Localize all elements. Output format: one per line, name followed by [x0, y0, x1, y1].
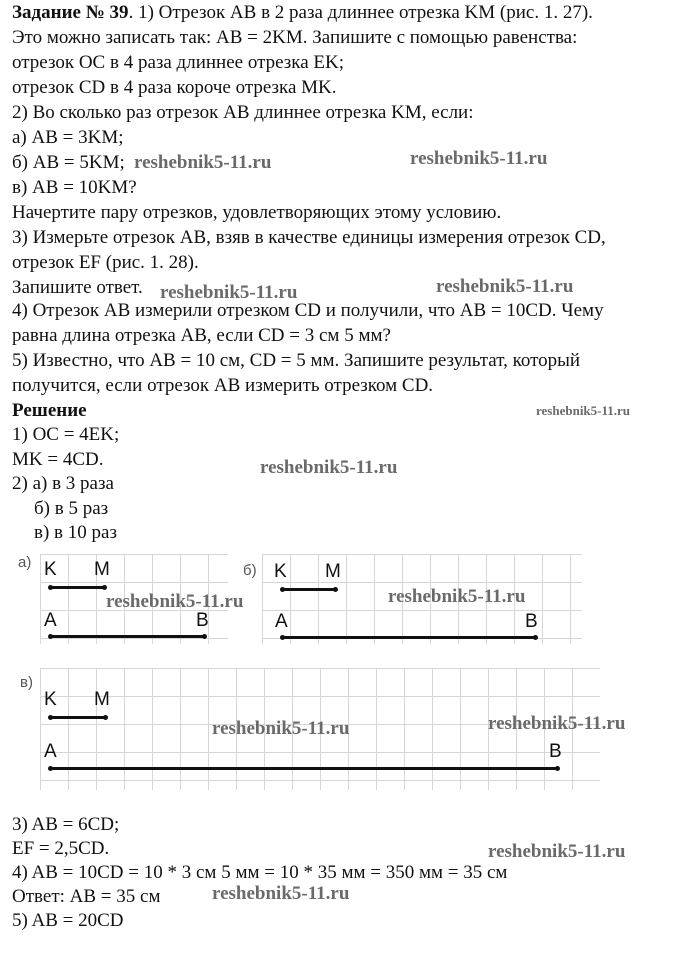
solution-line: MK = 4CD. [12, 449, 104, 470]
solution-line: 4) AB = 10CD = 10 * 3 см 5 мм = 10 * 35 мм = 350 мм = 35 см [12, 862, 508, 883]
solution-line: 5) AB = 20CD [12, 910, 124, 931]
task-line-12: Запишите ответ. [12, 277, 143, 298]
point-m-label: M [94, 689, 110, 710]
watermark: reshebnik5-11.ru [388, 586, 526, 607]
solution-line: в) в 10 раз [34, 522, 117, 543]
figure-v-label: в) [20, 674, 33, 691]
point-m-label: M [94, 559, 110, 580]
segment-ab [50, 767, 558, 770]
task-line-13: 4) Отрезок AB измерили отрезком CD и получили, что AB = 10CD. Чему [12, 300, 604, 321]
watermark: reshebnik5-11.ru [212, 883, 350, 904]
point-a-label: A [275, 611, 288, 632]
segment-km [50, 586, 105, 589]
task-line-16: получится, если отрезок AB измерить отрезком CD. [12, 375, 434, 396]
solution-line: EF = 2,5CD. [12, 838, 110, 859]
task-line-7: б) AB = 5KM; [12, 152, 125, 173]
task-line-8: в) AB = 10KM? [12, 177, 137, 198]
solution-line: 1) OC = 4EK; [12, 424, 120, 445]
task-line-14: равна длина отрезка AB, если CD = 3 см 5 мм? [12, 325, 391, 346]
watermark: reshebnik5-11.ru [410, 148, 548, 169]
watermark: reshebnik5-11.ru [436, 276, 574, 297]
watermark: reshebnik5-11.ru [488, 713, 626, 734]
watermark: reshebnik5-11.ru [488, 841, 626, 862]
watermark: reshebnik5-11.ru [160, 282, 298, 303]
watermark: reshebnik5-11.ru [260, 457, 398, 478]
point-k-label: K [44, 689, 57, 710]
point-m-label: M [325, 561, 341, 582]
task-line-6: а) AB = 3KM; [12, 127, 124, 148]
solution-line: 3) AB = 6CD; [12, 814, 120, 835]
task-line-15: 5) Известно, что AB = 10 см, CD = 5 мм. Запишите результат, который [12, 350, 581, 371]
watermark: reshebnik5-11.ru [106, 591, 244, 612]
task-number: Задание № 39 [12, 2, 129, 23]
solution-heading: Решение [12, 400, 87, 421]
solution-line: 2) а) в 3 раза [12, 473, 114, 494]
watermark: reshebnik5-11.ru [134, 152, 272, 173]
figure-b-label: б) [243, 562, 257, 579]
point-a-label: A [44, 610, 57, 631]
solution-line: Ответ: AB = 35 см [12, 886, 161, 907]
task-line-4: отрезок CD в 4 раза короче отрезка MK. [12, 77, 337, 98]
point-k-label: K [274, 561, 287, 582]
watermark: reshebnik5-11.ru [536, 403, 631, 418]
point-a-label: A [44, 741, 57, 762]
task-line-1: Задание № 39. 1) Отрезок AB в 2 раза длиннее отрезка KM (рис. 1. 27). [12, 2, 593, 23]
point-b-label: B [196, 610, 209, 631]
solution-line: б) в 5 раз [34, 498, 109, 519]
point-k-label: K [44, 559, 57, 580]
task-line-11: отрезок EF (рис. 1. 28). [12, 252, 199, 273]
point-b-label: B [549, 741, 562, 762]
point-b-label: B [525, 611, 538, 632]
watermark: reshebnik5-11.ru [212, 718, 350, 739]
task-line-2: Это можно записать так: AB = 2KM. Запишите с помощью равенства: [12, 27, 578, 48]
segment-km [282, 588, 336, 591]
segment-ab [50, 635, 205, 638]
segment-km [50, 716, 106, 719]
task-line-9: Начертите пару отрезков, удовлетворяющих этому условию. [12, 202, 502, 223]
task-line-3: отрезок OC в 4 раза длиннее отрезка EK; [12, 52, 345, 73]
figure-a-label: а) [18, 554, 32, 571]
task-line-10: 3) Измерьте отрезок AB, взяв в качестве единицы измерения отрезок CD, [12, 227, 606, 248]
task-line-5: 2) Во сколько раз отрезок AB длиннее отрезка KM, если: [12, 102, 474, 123]
segment-ab [282, 636, 536, 639]
